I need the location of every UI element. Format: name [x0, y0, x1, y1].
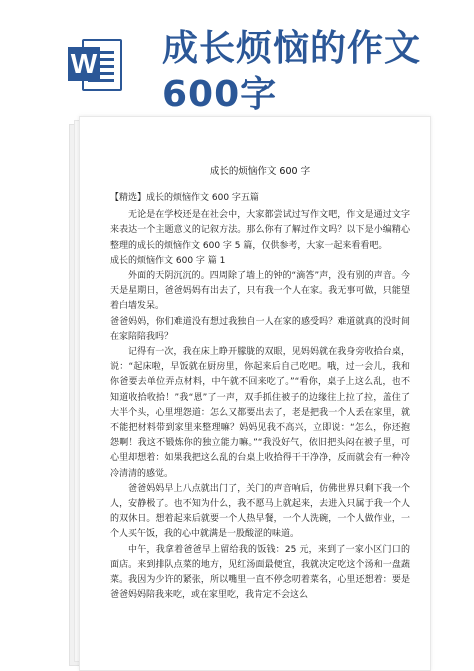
header-banner	[0, 0, 474, 115]
paragraph: 无论是在学校还是在社会中，大家都尝试过写作文吧，作文是通过文字来表达一个主题意义的记叙方法。那么你有了解过作文吗？以下是小编精心整理的成长的烦恼作文 600 字 5 篇，仅供参考，大家一起来看看吧。	[110, 210, 410, 251]
paragraph: 爸爸妈妈早上八点就出门了，关门的声音响后，仿佛世界只剩下我一个人，安静极了。也不知为什么，我不愿马上就起来，去进入只属于我一个人的双休日。想着起来后就要一个人热早餐，一个人洗碗，一个人做作业，一个人买午饭，我的心中就满是一股酸涩的味道。	[110, 483, 410, 540]
paragraph: 记得有一次，我在床上睁开朦胧的双眼，见妈妈就在我身旁收拾台桌，说：“起床啦，早饭就在厨房里，你起来后自己吃吧。哦，过一会儿，我和你爸要去单位弄点材料，中午就不回来吃了。”“看你，桌子上这么乱，也不知道收拾收拾！”我“恩”了一声，双手抓住被子的边缘往上拉了拉，盖住了大半个头，心里埋怨道：怎么又都要出去了，老是把我一个人丢在家里，就不能把材料带到家里来整理嘛？妈妈见我不高兴，立即说：“怎么，你还抱怨啊！我这不锻炼你的独立能力嘛。”“我没好气，依旧把头闷在被子里，可心里却想着：如果我把这么乱的台桌上收拾得干干净净，反而就会有一种冷冷清清的感觉。	[110, 347, 410, 479]
document-title: 成长的烦恼作文 600 字	[209, 166, 311, 177]
paragraph-tagline: 【精选】成长的烦恼作文 600 字五篇	[110, 193, 259, 203]
paragraph: 外面的天阴沉沉的。四周除了墙上的钟的“滴答”声，没有别的声音。今天是星期日，爸爸妈妈有出去了，只有我一个人在家。我无事可做，只能望着白墙发呆。	[110, 271, 410, 312]
document-body	[110, 165, 410, 603]
document-page	[79, 116, 431, 671]
page-title: 成长烦恼的作文600字	[162, 28, 422, 115]
paragraph: 爸爸妈妈，你们难道没有想过我独自一人在家的感受吗？难道就真的没时间在家陪陪我吗？	[110, 316, 410, 342]
paragraph: 中午，我拿着爸爸早上留给我的饭钱：25 元，来到了一家小区门口的面店。来到排队点菜的地方，见红汤面最便宜，我就决定吃这个汤和一盘蔬菜。我因为少许的紧张，所以嘴里一直不停念叨着菜名，心里还想着：要是爸爸妈妈陪我来吃，或在家里吃，我肯定不会这么	[110, 544, 410, 601]
word-logo-letter: W	[68, 47, 100, 81]
section-heading: 成长的烦恼作文 600 字 篇 1	[110, 255, 226, 266]
word-document-icon	[68, 39, 122, 91]
